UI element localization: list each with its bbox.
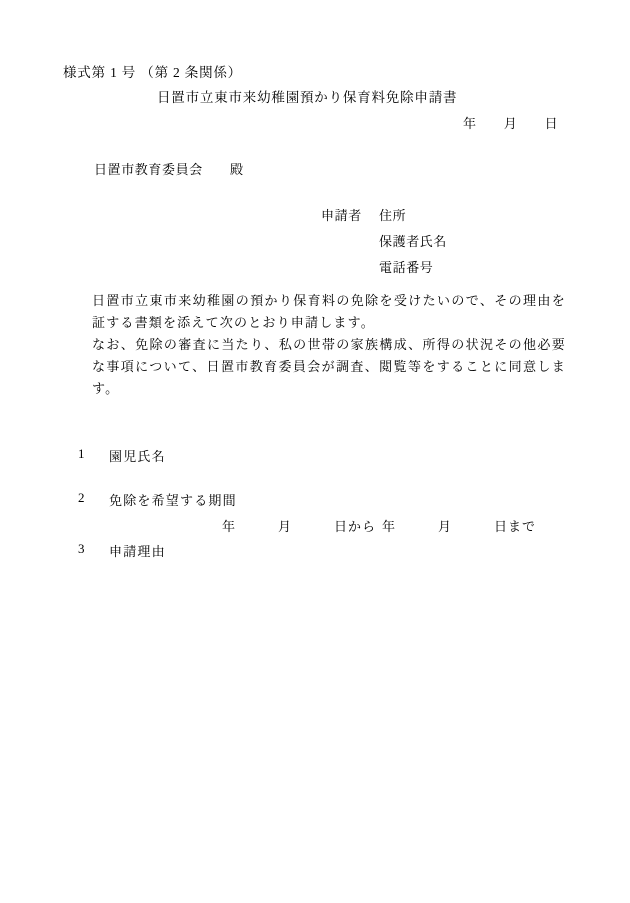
item-1-number: 1 — [78, 446, 86, 461]
item-2-period-to: 年 月 日まで — [382, 519, 537, 534]
item-1-label: 園児氏名 — [109, 449, 166, 464]
applicant-phone-label: 電話番号 — [379, 260, 434, 275]
item-3-number: 3 — [78, 541, 86, 556]
addressee: 日置市教育委員会 殿 — [94, 162, 244, 177]
item-3-label: 申請理由 — [109, 544, 166, 559]
statement-paragraph-2-text: なお、免除の審査に当たり、私の世帯の家族構成、所得の状況その他必要な事項について、日置市教育委員会が調査、閲覧等をすることに同意します。 — [92, 337, 566, 396]
statement-paragraph-1 — [66, 290, 566, 334]
document-title: 日置市立東市来幼稚園預かり保育料免除申請書 — [157, 90, 458, 105]
statement-paragraph-1-text: 日置市立東市来幼稚園の預かり保育料の免除を受けたいので、その理由を証する書類を添えて次のとおり申請します。 — [92, 293, 566, 330]
statement-paragraph-2 — [66, 334, 566, 400]
item-2-number: 2 — [78, 490, 86, 505]
item-2-label: 免除を希望する期間 — [109, 493, 237, 508]
applicant-address-label: 住所 — [379, 208, 407, 223]
date-line: 年 月 日 — [463, 116, 559, 131]
item-2-period-from: 年 月 日から — [222, 519, 377, 534]
applicant-guardian-name-label: 保護者氏名 — [379, 234, 448, 249]
applicant-label: 申請者 — [321, 208, 362, 223]
form-number: 様式第 1 号 （第 2 条関係） — [63, 65, 242, 80]
